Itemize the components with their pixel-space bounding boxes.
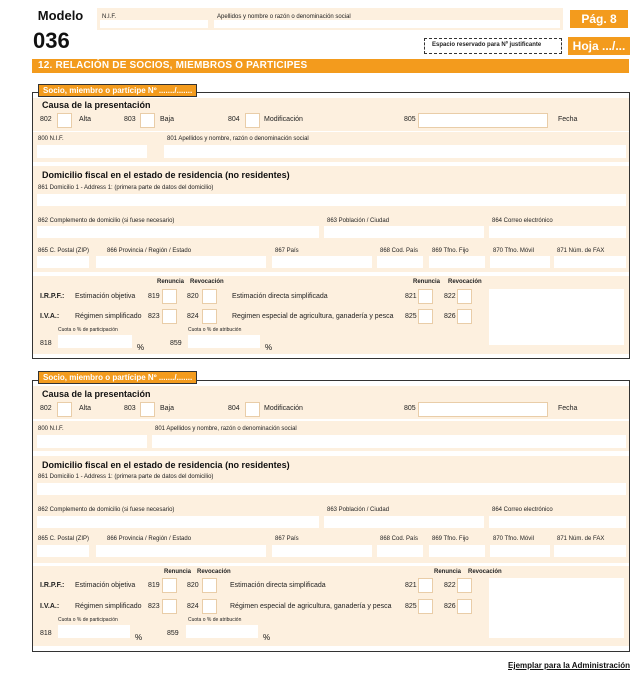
address1-input-1[interactable]	[37, 194, 626, 206]
revocacion-820-checkbox-1[interactable]	[202, 289, 217, 304]
baja-checkbox-2[interactable]	[140, 402, 155, 417]
causa-title-1: Causa de la presentación	[42, 100, 151, 110]
code-869-label: 869 Tfno. Fijo	[432, 536, 469, 542]
nif-input[interactable]	[100, 20, 208, 28]
code-825: 825	[405, 603, 417, 610]
renuncia-821-checkbox-2[interactable]	[418, 578, 433, 593]
code-862-label: 862 Complemento de domicilio (si fuese necesario)	[38, 218, 175, 224]
code-824: 824	[187, 313, 199, 320]
partner-nif-input-2[interactable]	[37, 435, 147, 448]
name-input[interactable]	[214, 20, 560, 28]
revocacion-824-checkbox-1[interactable]	[202, 309, 217, 324]
partner-nif-input-1[interactable]	[37, 145, 147, 158]
email-input-1[interactable]	[489, 226, 626, 238]
code-859: 859	[167, 630, 179, 637]
partner-tag-2: Socio, miembro o partícipe Nº ......./.......	[38, 371, 197, 384]
renuncia-823-checkbox-2[interactable]	[162, 599, 177, 614]
code-866-label: 866 Provincia / Región / Estado	[107, 536, 192, 542]
reserved-label: Espacio reservado para Nº justificante	[432, 42, 542, 48]
mobile-input-1[interactable]	[490, 256, 550, 268]
code-818: 818	[40, 340, 52, 347]
renuncia-821-checkbox-1[interactable]	[418, 289, 433, 304]
zip-input-1[interactable]	[37, 256, 89, 268]
province-input-2[interactable]	[96, 545, 266, 557]
name-label: Apellidos y nombre o razón o denominación social	[217, 14, 351, 20]
estimacion-objetiva-label-1: Estimación objetiva	[75, 293, 136, 300]
alta-label: Alta	[79, 405, 92, 412]
code-865-label: 865 C. Postal (ZIP)	[38, 248, 90, 254]
code-865-label: 865 C. Postal (ZIP)	[38, 536, 90, 542]
revocacion-822-checkbox-1[interactable]	[457, 289, 472, 304]
code-822: 822	[444, 293, 456, 300]
code-821: 821	[405, 293, 417, 300]
code-803: 803	[124, 405, 136, 412]
code-824: 824	[187, 603, 199, 610]
firma-area-1[interactable]	[489, 289, 624, 345]
address2-input-1[interactable]	[37, 226, 319, 238]
nif-label: N.I.F.	[102, 14, 117, 20]
iva-label-1: I.V.A.:	[40, 313, 60, 320]
code-804: 804	[228, 116, 240, 123]
estimacion-directa-label-1: Estimación directa simplificada	[232, 293, 328, 300]
baja-label: Baja	[160, 116, 175, 123]
code-803: 803	[124, 116, 136, 123]
code-801-label: 801 Apellidos y nombre, razón o denominación social	[155, 426, 297, 432]
fecha-input-1[interactable]	[418, 113, 548, 128]
alta-checkbox-2[interactable]	[57, 402, 72, 417]
code-861-label: 861 Domicilio 1 - Address 1: (primera parte de datos del domicilio)	[38, 185, 214, 191]
revocacion-header-2: Revocación	[197, 569, 231, 575]
pct-859-2: %	[263, 633, 271, 642]
cuota-818-input-1[interactable]	[58, 335, 132, 348]
code-871-label: 871 Núm. de FAX	[557, 248, 605, 254]
code-805: 805	[404, 405, 416, 412]
firma-area-2[interactable]	[489, 578, 624, 638]
phone-input-1[interactable]	[429, 256, 485, 268]
code-800-label: 800 N.I.F.	[38, 136, 64, 142]
revocacion-826-checkbox-1[interactable]	[457, 309, 472, 324]
code-826: 826	[444, 313, 456, 320]
renuncia-825-checkbox-2[interactable]	[418, 599, 433, 614]
city-input-1[interactable]	[324, 226, 484, 238]
code-800-label: 800 N.I.F.	[38, 426, 64, 432]
code-864-label: 864 Correo electrónico	[492, 218, 553, 224]
regimen-especial-label-2: Régimen especial de agricultura, ganadería y pesca	[230, 603, 392, 610]
address1-input-2[interactable]	[37, 483, 626, 495]
country-code-input-2[interactable]	[377, 545, 423, 557]
fecha-label: Fecha	[558, 405, 578, 412]
fax-input-2[interactable]	[554, 545, 626, 557]
code-868-label: 868 Cod. País	[380, 248, 419, 254]
page-label: Pág. 8	[570, 10, 628, 28]
alta-label: Alta	[79, 116, 92, 123]
pct-818-1: %	[137, 343, 145, 352]
code-820: 820	[187, 582, 199, 589]
code-822: 822	[444, 582, 456, 589]
estimacion-directa-label-2: Estimación directa simplificada	[230, 582, 326, 589]
irpf-label-2: I.R.P.F.:	[40, 582, 65, 589]
cuota-participacion-label-2: Cuota o % de participación	[58, 617, 118, 623]
cuota-atribucion-label-1: Cuota o % de atribución	[188, 327, 242, 333]
renuncia-header-2b: Renuncia	[434, 569, 462, 575]
revocacion-header-1b: Revocación	[448, 279, 482, 285]
baja-checkbox-1[interactable]	[140, 113, 155, 128]
code-870-label: 870 Tfno. Móvil	[493, 536, 534, 542]
cuota-atribucion-label-2: Cuota o % de atribución	[188, 617, 242, 623]
code-870-label: 870 Tfno. Móvil	[493, 248, 534, 254]
renuncia-825-checkbox-1[interactable]	[418, 309, 433, 324]
revocacion-820-checkbox-2[interactable]	[202, 578, 217, 593]
phone-input-2[interactable]	[429, 545, 485, 557]
city-input-2[interactable]	[324, 516, 484, 528]
country-code-input-1[interactable]	[377, 256, 423, 268]
code-826: 826	[444, 603, 456, 610]
cuota-859-input-2[interactable]	[186, 625, 258, 638]
causa-title-2: Causa de la presentación	[42, 389, 151, 399]
pct-818-2: %	[135, 633, 143, 642]
code-820: 820	[187, 293, 199, 300]
sheet-label: Hoja .../...	[568, 37, 630, 55]
country-input-1[interactable]	[272, 256, 372, 268]
revocacion-header-2b: Revocación	[468, 569, 502, 575]
partner-tag-1: Socio, miembro o partícipe Nº ......./.......	[38, 84, 197, 97]
regimen-simplificado-label-1: Régimen simplificado	[75, 313, 142, 320]
modificacion-checkbox-1[interactable]	[245, 113, 260, 128]
modelo-label: Modelo	[37, 8, 84, 23]
code-823: 823	[148, 313, 160, 320]
zip-input-2[interactable]	[37, 545, 89, 557]
partner-name-input-1[interactable]	[164, 145, 626, 158]
modificacion-checkbox-2[interactable]	[245, 402, 260, 417]
province-input-1[interactable]	[96, 256, 266, 268]
code-862-label: 862 Complemento de domicilio (si fuese necesario)	[38, 507, 175, 513]
partner-name-input-2[interactable]	[152, 435, 626, 448]
cuota-participacion-label-1: Cuota o % de participación	[58, 327, 118, 333]
domicilio-title-1: Domicilio fiscal en el estado de residencia (no residentes)	[42, 170, 290, 180]
code-863-label: 863 Población / Ciudad	[327, 218, 390, 224]
iva-label-2: I.V.A.:	[40, 603, 60, 610]
estimacion-objetiva-label-2: Estimación objetiva	[75, 582, 136, 589]
copy-label: Ejemplar para la Administración	[508, 661, 630, 670]
domicilio-title-2: Domicilio fiscal en el estado de residencia (no residentes)	[42, 460, 290, 470]
revocacion-826-checkbox-2[interactable]	[457, 599, 472, 614]
code-802: 802	[40, 116, 52, 123]
regimen-especial-label-1: Regimen especial de agricultura, ganadería y pesca	[232, 313, 394, 320]
regimen-simplificado-label-2: Régimen simplificado	[75, 603, 142, 610]
code-818: 818	[40, 630, 52, 637]
code-867-label: 867 País	[275, 248, 299, 254]
code-801-label: 801 Apellidos y nombre, razón o denominación social	[167, 136, 309, 142]
revocacion-header-1: Revocación	[190, 279, 224, 285]
revocacion-824-checkbox-2[interactable]	[202, 599, 217, 614]
email-input-2[interactable]	[489, 516, 626, 528]
country-input-2[interactable]	[272, 545, 372, 557]
fax-input-1[interactable]	[554, 256, 626, 268]
renuncia-819-checkbox-1[interactable]	[162, 289, 177, 304]
code-868-label: 868 Cod. País	[380, 536, 419, 542]
code-825: 825	[405, 313, 417, 320]
cuota-859-input-1[interactable]	[188, 335, 260, 348]
irpf-label-1: I.R.P.F.:	[40, 293, 65, 300]
code-859: 859	[170, 340, 182, 347]
code-869-label: 869 Tfno. Fijo	[432, 248, 469, 254]
modelo-number: 036	[33, 28, 70, 53]
cuota-818-input-2[interactable]	[58, 625, 130, 638]
fecha-label: Fecha	[558, 116, 578, 123]
code-864-label: 864 Correo electrónico	[492, 507, 553, 513]
section-title: 12. RELACIÓN DE SOCIOS, MIEMBROS O PARTICIPES	[32, 59, 629, 73]
renuncia-header-1: Renuncia	[157, 279, 185, 285]
renuncia-header-2: Renuncia	[164, 569, 192, 575]
baja-label: Baja	[160, 405, 175, 412]
code-819: 819	[148, 582, 160, 589]
code-823: 823	[148, 603, 160, 610]
address2-input-2[interactable]	[37, 516, 319, 528]
code-867-label: 867 País	[275, 536, 299, 542]
pct-859-1: %	[265, 343, 273, 352]
alta-checkbox-1[interactable]	[57, 113, 72, 128]
renuncia-header-1b: Renuncia	[413, 279, 441, 285]
code-866-label: 866 Provincia / Región / Estado	[107, 248, 192, 254]
code-802: 802	[40, 405, 52, 412]
code-804: 804	[228, 405, 240, 412]
modificacion-label: Modificación	[264, 405, 303, 412]
revocacion-822-checkbox-2[interactable]	[457, 578, 472, 593]
renuncia-819-checkbox-2[interactable]	[162, 578, 177, 593]
code-861-label: 861 Domicilio 1 - Address 1: (primera parte de datos del domicilio)	[38, 474, 214, 480]
code-805: 805	[404, 116, 416, 123]
modificacion-label: Modificación	[264, 116, 303, 123]
code-871-label: 871 Núm. de FAX	[557, 536, 605, 542]
code-863-label: 863 Población / Ciudad	[327, 507, 390, 513]
code-821: 821	[405, 582, 417, 589]
code-819: 819	[148, 293, 160, 300]
renuncia-823-checkbox-1[interactable]	[162, 309, 177, 324]
mobile-input-2[interactable]	[490, 545, 550, 557]
fecha-input-2[interactable]	[418, 402, 548, 417]
